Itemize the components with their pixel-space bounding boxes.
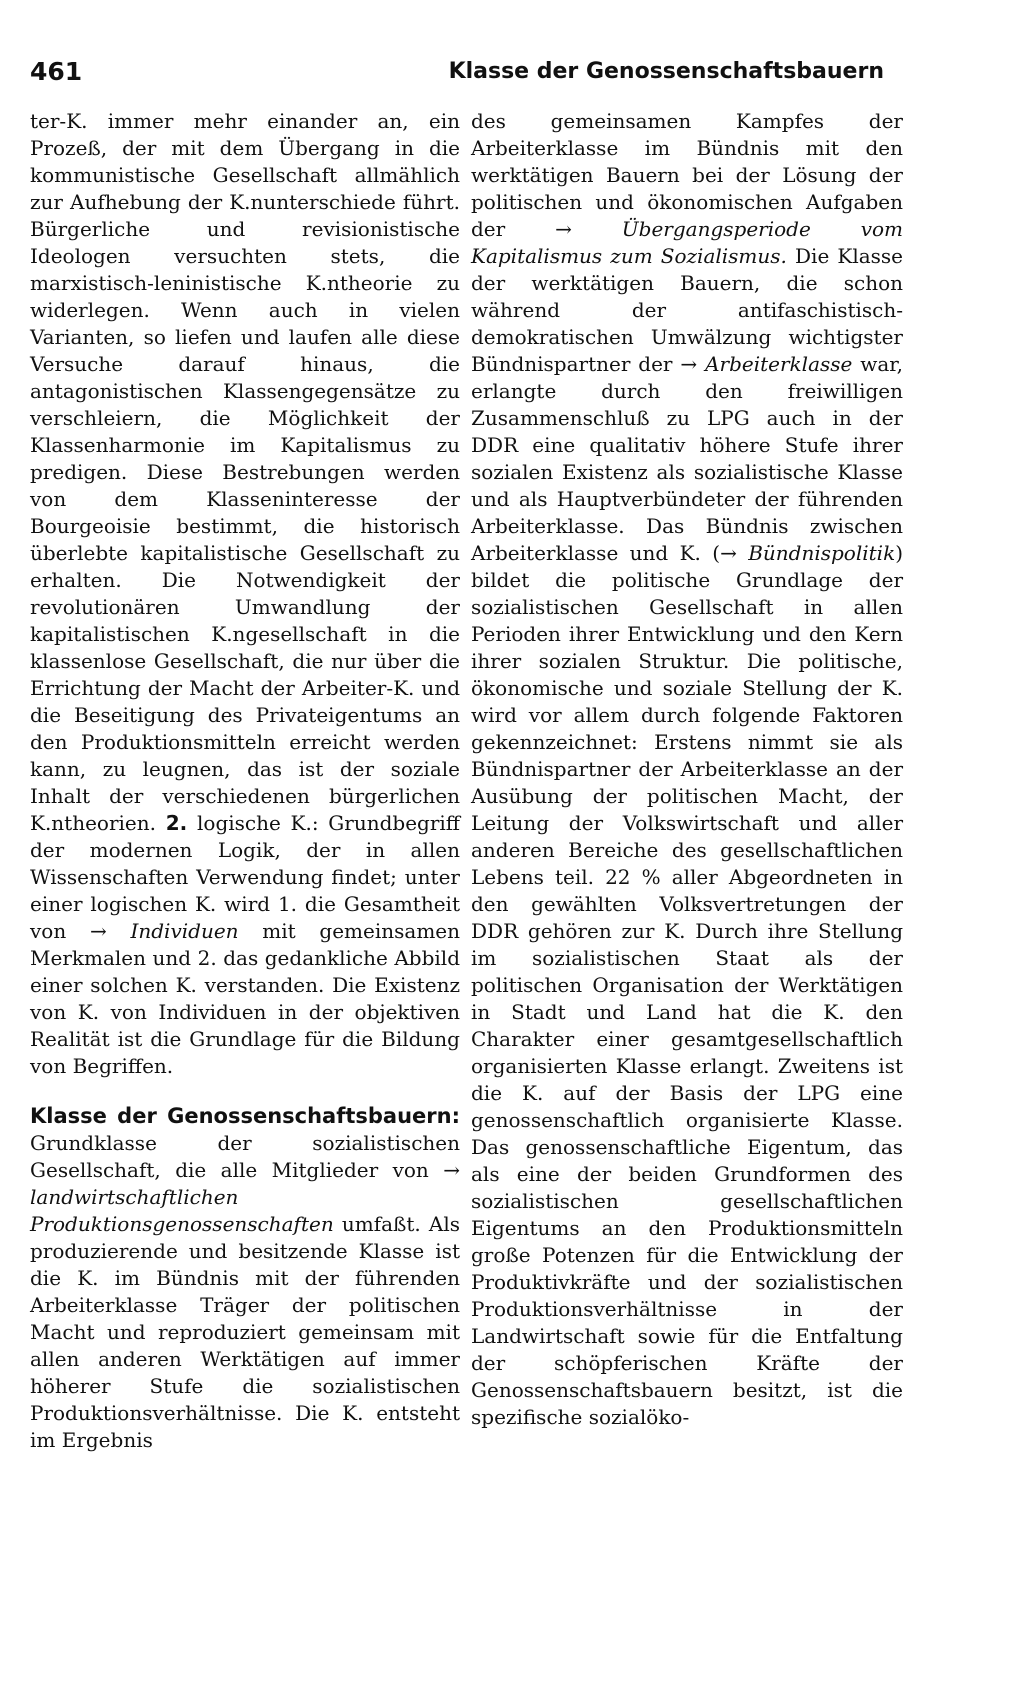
cross-reference: Individuen [130, 919, 239, 943]
body-text: Grundklasse der sozialistischen Gesellschaft, die alle Mitglieder von [30, 1131, 460, 1182]
cross-reference: landwirtschaftlichen Produktionsgenossenschaften [30, 1185, 334, 1236]
cross-reference-arrow: → [555, 217, 572, 241]
entry-headword: Klasse der Genossenschaftsbauern: [30, 1104, 460, 1128]
entry-klasse-der-genossenschaftsbauern [30, 1103, 460, 1454]
page-header [30, 52, 884, 92]
body-text: ) bildet die politische Grundlage der sozialistischen Gesellschaft in allen Perioden ihrer Entwicklung und den Kern ihrer sozialen Struktur. Die politische, ökonomische und soziale Stellung der K. wird vor allem durch folgende Faktoren gekennzeichnet: Erstens nimmt sie als Bündnispartner der Arbeiterklasse an der Ausübung der politischen Macht, der Leitung der Volkswirtschaft und aller anderen Bereiche des gesellschaftlichen Lebens teil. 22 % aller Abgeordneten in den gewählten Volksvertretungen der DDR gehören zur K. Durch ihre Stellung im sozialistischen Staat als der politischen Organisation der Werktätigen in Stadt und Land hat die K. den Charakter einer gesamtgesellschaftlich organisierten Klasse erlangt. Zweitens ist die K. auf der Basis der LPG eine genossenschaftlich organisierte Klasse. Das genossenschaftliche Eigentum, das als eine der beiden Grundformen des sozialistischen gesellschaftlichen Eigentums an den Produktionsmitteln große Potenzen für die Entwicklung der Produktivkräfte und der sozialistischen Produktionsverhältnisse in der Landwirtschaft sowie für die Entfaltung der schöpferischen Kräfte der Genossenschaftsbauern besitzt, ist die spezifische sozialöko- [471, 541, 904, 1429]
cross-reference-arrow: → [720, 541, 737, 565]
cross-reference-arrow: → [89, 919, 107, 943]
cross-reference: Bündnispolitik [748, 541, 896, 565]
body-text: logische K.: Grundbegriff der modernen Logik, der in allen Wissenschaften Verwendung findet; unter einer logischen K. wird 1. die Gesamtheit von [30, 811, 461, 943]
cross-reference: Arbeiterklasse [705, 352, 853, 376]
body-text: war, erlangte durch den freiwilligen Zusammenschluß zu LPG auch in der DDR eine qualitativ höhere Stufe ihrer sozialen Existenz als sozialistische Klasse und als Hauptverbündeter der führenden Arbeiterklasse. Das Bündnis zwischen Arbeiterklasse und K. ( [471, 352, 904, 565]
entry-continuation [471, 108, 903, 1431]
sense-number: 2. [165, 811, 188, 835]
cross-reference: Übergangsperiode vom Kapitalismus zum Sozialismus. [471, 217, 903, 268]
running-head: Klasse der Genossenschaftsbauern [448, 59, 884, 84]
page-number: 461 [30, 57, 83, 86]
body-text: Die Klasse der werktätigen Bauern, die schon während der antifaschistisch-demokratischen Umwälzung wichtigster Bündnispartner der [471, 244, 904, 376]
body-text: des gemeinsamen Kampfes der Arbeiterklasse im Bündnis mit den werktätigen Bauern bei der Lösung der politischen und ökonomischen Aufgaben der [471, 109, 903, 241]
cross-reference-arrow: → [680, 352, 698, 376]
body-text: mit gemeinsamen Merkmalen und 2. das gedankliche Abbild einer solchen K. verstanden. Die Existenz von K. von Individuen in der objektiven Realität ist die Grundlage für die Bildung von Begriffen. [30, 919, 460, 1078]
entry-continuation [30, 108, 460, 1080]
left-column [30, 108, 460, 1454]
right-column [471, 108, 903, 1431]
body-text: ter-K. immer mehr einander an, ein Prozeß, der mit dem Übergang in die kommunistische Gesellschaft allmählich zur Aufhebung der K.nunterschiede führt. Bürgerliche und revisionistische Ideologen versuchten stets, die marxistisch-leninistische K.ntheorie zu widerlegen. Wenn auch in vielen Varianten, so liefen und laufen alle diese Versuche darauf hinaus, die antagonistischen Klassengegensätze zu verschleiern, die Möglichkeit der Klassenharmonie im Kapitalismus zu predigen. Diese Bestrebungen werden von dem Klasseninteresse der Bourgeoisie bestimmt, die historisch überlebte kapitalistische Gesellschaft zu erhalten. Die Notwendigkeit der revolutionären Umwandlung der kapitalistischen K.ngesellschaft in die klassenlose Gesellschaft, die nur über die Errichtung der Macht der Arbeiter-K. und die Beseitigung des Privateigentums an den Produktionsmitteln erreicht werden kann, zu leugnen, das ist der soziale Inhalt der verschiedenen bürgerlichen K.ntheorien. [30, 109, 460, 835]
body-text: umfaßt. Als produzierende und besitzende Klasse ist die K. im Bündnis mit der führenden Arbeiterklasse Träger der politischen Macht und reproduziert gemeinsam mit allen anderen Werktätigen auf immer höherer Stufe die sozialistischen Produktionsverhältnisse. Die K. entsteht im Ergebnis [30, 1212, 460, 1452]
cross-reference-arrow: → [443, 1158, 460, 1182]
